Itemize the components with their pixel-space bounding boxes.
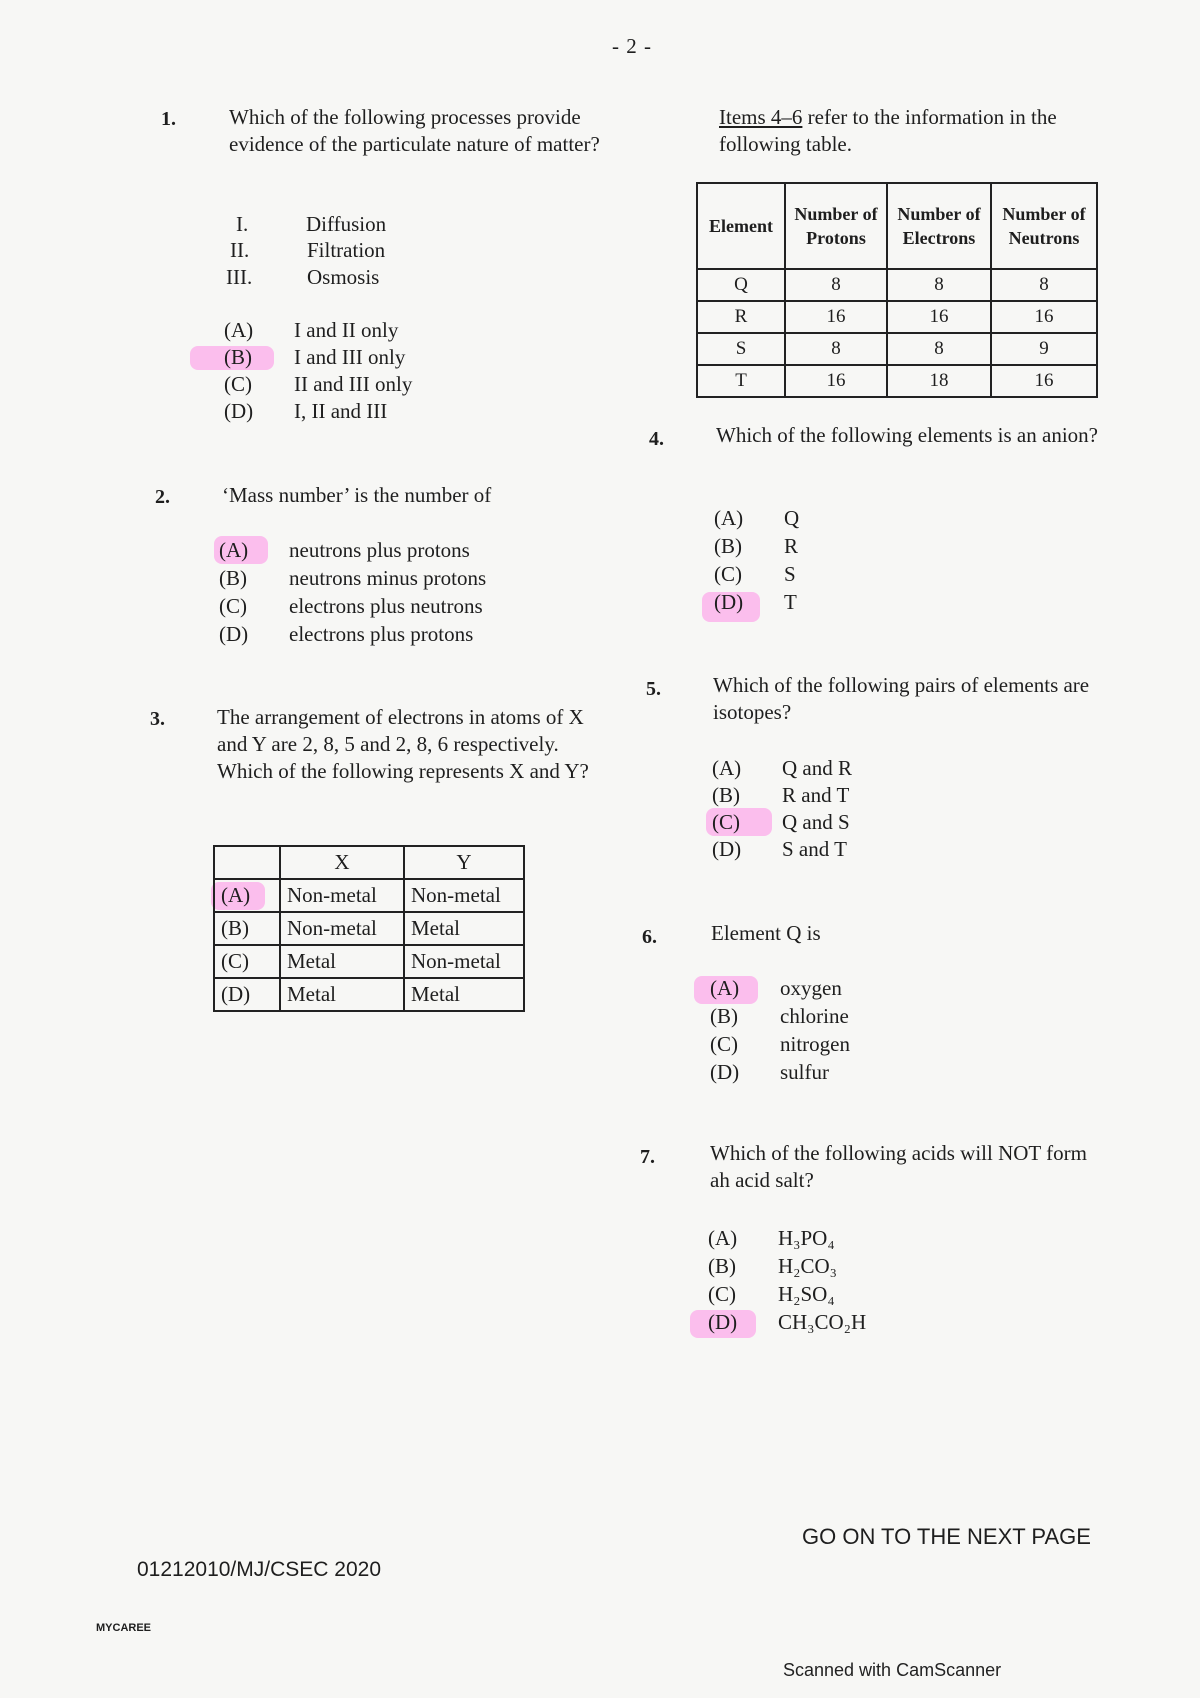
table-cell: 18 (887, 365, 991, 397)
question-5-text: Which of the following pairs of elements are isotopes? (713, 673, 1090, 724)
table-cell: Non-metal (280, 912, 404, 945)
q7-option-a[interactable]: (A) H₃PO₄ (708, 1226, 835, 1250)
table-cell: 8 (887, 269, 991, 301)
header-element: Element (697, 183, 785, 269)
stamp-mark: MYCAREE (96, 1622, 152, 1634)
question-2-text: ‘Mass number’ is the number of (222, 483, 492, 507)
q4-option-a[interactable]: (A) Q (714, 506, 800, 530)
question-7-text: Which of the following acids will NOT form ah acid salt? (710, 1141, 1087, 1192)
q6-option-c[interactable]: (C) nitrogen (710, 1032, 850, 1056)
table-cell: (A) (214, 879, 280, 912)
question-6-number: 6. (642, 926, 657, 948)
q3-option-b[interactable] (214, 912, 524, 945)
table-cell: S (697, 333, 785, 365)
table-cell: Non-metal (404, 879, 524, 912)
q6-option-d[interactable]: (D) sulfur (710, 1060, 829, 1084)
table-cell: 16 (785, 365, 887, 397)
table-row (697, 333, 1097, 365)
q4-option-c[interactable]: (C) S (714, 562, 796, 586)
q7-option-d[interactable]: (D) CH₃CO₂H (708, 1310, 867, 1334)
table-cell: T (697, 365, 785, 397)
header-neutrons: Number of Neutrons (991, 183, 1097, 269)
q1-statement-1: I. Diffusion (236, 212, 387, 236)
question-7-number: 7. (640, 1146, 655, 1168)
table-cell: 16 (991, 365, 1097, 397)
items-intro-rest: refer to the information in the following table. (719, 105, 1057, 156)
table-cell: (C) (214, 945, 280, 978)
next-page-notice: GO ON TO THE NEXT PAGE (802, 1524, 1091, 1549)
scanner-watermark: Scanned with CamScanner (783, 1660, 1002, 1680)
table-cell: 9 (991, 333, 1097, 365)
q2-option-d[interactable]: (D) electrons plus protons (219, 622, 474, 646)
table-cell: 8 (785, 269, 887, 301)
question-2-number: 2. (155, 486, 170, 508)
question-1-text: Which of the following processes provide evidence of the particulate nature of matter? (229, 105, 600, 156)
q5-option-c[interactable]: (C) Q and S (712, 810, 850, 834)
page-number: - 2 - (612, 34, 652, 58)
table-cell: Metal (404, 912, 524, 945)
q3-header-x: X (280, 846, 404, 879)
q3-options-table (213, 845, 525, 1012)
question-3-text: The arrangement of electrons in atoms of X and Y are 2, 8, 5 and 2, 8, 6 respectively. Which of the following represents X and Y? (217, 705, 589, 783)
question-1-number: 1. (161, 108, 176, 130)
items-intro-range: Items 4–6 (719, 105, 803, 129)
q5-option-b[interactable]: (B) R and T (712, 783, 850, 807)
q3-header-y: Y (404, 846, 524, 879)
table-cell: Metal (280, 945, 404, 978)
element-table (696, 182, 1098, 398)
q3-option-d[interactable] (214, 978, 524, 1011)
table-cell: Non-metal (404, 945, 524, 978)
q4-option-d[interactable]: (D) T (714, 590, 797, 614)
table-cell: R (697, 301, 785, 333)
table-row (697, 269, 1097, 301)
q3-option-a[interactable] (214, 879, 524, 912)
items-intro (719, 104, 1099, 158)
question-5-number: 5. (646, 678, 661, 700)
table-cell: Q (697, 269, 785, 301)
header-protons: Number of Protons (785, 183, 887, 269)
q3-header-blank (214, 846, 280, 879)
question-4-number: 4. (649, 428, 664, 450)
q2-option-a[interactable]: (A) neutrons plus protons (219, 538, 470, 562)
q5-option-a[interactable]: (A) Q and R (712, 756, 852, 780)
q1-statement-2: II. Filtration (230, 238, 386, 262)
table-cell: 8 (991, 269, 1097, 301)
q5-option-d[interactable]: (D) S and T (712, 837, 847, 861)
q2-option-c[interactable]: (C) electrons plus neutrons (219, 594, 483, 618)
header-electrons: Number of Electrons (887, 183, 991, 269)
q1-statement-3: III. Osmosis (226, 265, 380, 289)
q1-option-a[interactable]: (A) I and II only (224, 318, 399, 342)
q6-option-b[interactable]: (B) chlorine (710, 1004, 849, 1028)
table-cell: Metal (404, 978, 524, 1011)
table-cell: Non-metal (280, 879, 404, 912)
q7-option-c[interactable]: (C) H₂SO₄ (708, 1282, 835, 1306)
table-cell: 8 (887, 333, 991, 365)
table-cell: Metal (280, 978, 404, 1011)
table-cell: 16 (991, 301, 1097, 333)
table-row (697, 365, 1097, 397)
q4-option-b[interactable]: (B) R (714, 534, 799, 558)
q1-option-d[interactable]: (D) I, II and III (224, 399, 388, 423)
q3-option-c[interactable] (214, 945, 524, 978)
table-row (697, 301, 1097, 333)
q1-option-c[interactable]: (C) II and III only (224, 372, 413, 396)
question-3-number: 3. (150, 708, 165, 730)
table-cell: (B) (214, 912, 280, 945)
q1-option-b[interactable]: (B) I and III only (224, 345, 406, 369)
q2-option-b[interactable]: (B) neutrons minus protons (219, 566, 487, 590)
question-4-text: Which of the following elements is an anion? (716, 423, 1098, 447)
table-cell: 16 (887, 301, 991, 333)
q6-option-a[interactable]: (A) oxygen (710, 976, 842, 1000)
table-cell: 16 (785, 301, 887, 333)
question-6-text: Element Q is (711, 921, 821, 945)
q7-option-b[interactable]: (B) H₂CO₃ (708, 1254, 837, 1278)
table-cell: (D) (214, 978, 280, 1011)
exam-code: 01212010/MJ/CSEC 2020 (137, 1558, 381, 1581)
table-cell: 8 (785, 333, 887, 365)
